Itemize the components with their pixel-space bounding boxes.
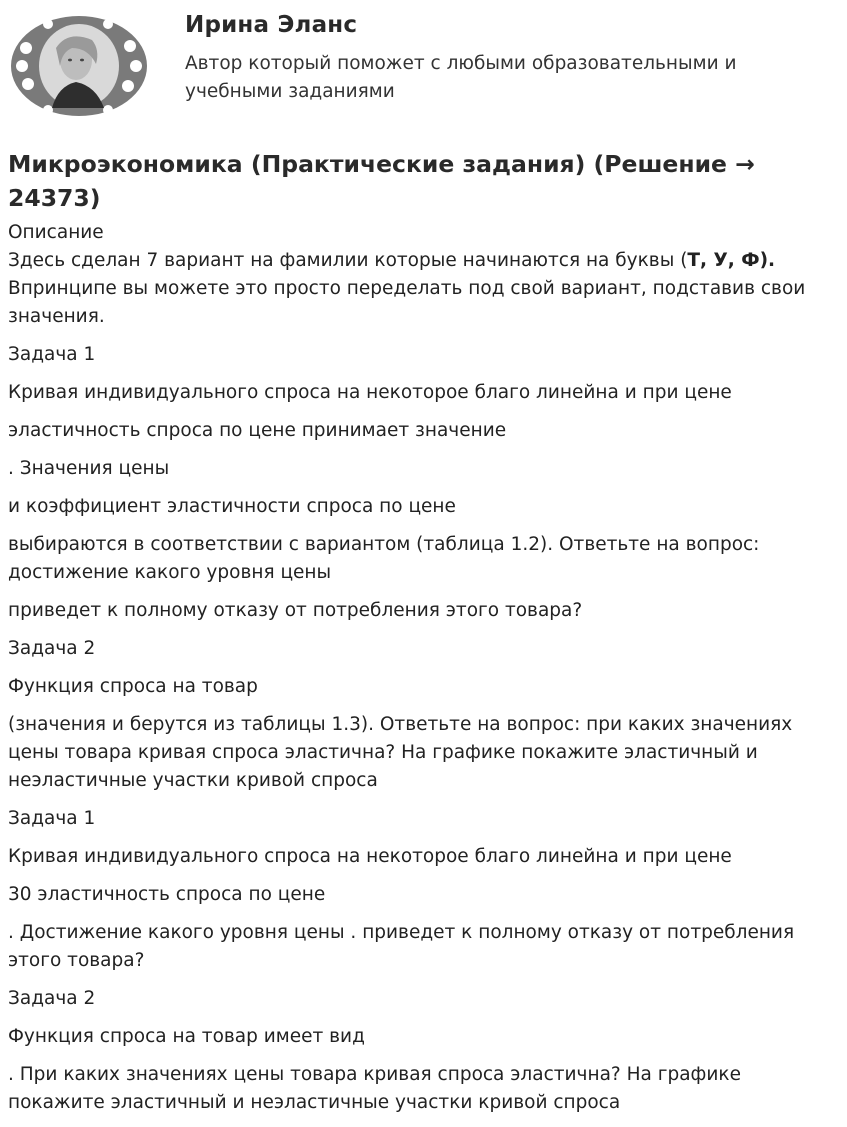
paragraph: выбираются в соответствии с вариантом (таблица 1.2). Ответьте на вопрос: достижение какого уровня цены: [8, 534, 760, 583]
paragraph: приведет к полному отказу от потребления этого товара?: [8, 600, 583, 621]
author-name[interactable]: Ирина Эланс: [185, 12, 358, 38]
paragraph: эластичность спроса по цене принимает значение: [8, 420, 507, 441]
paragraph: Функция спроса на товар: [8, 676, 258, 697]
paragraph: . Значения цены: [8, 458, 170, 479]
main-content: [8, 147, 840, 1127]
author-card: [0, 0, 847, 140]
page-title: Микроэкономика (Практические задания) (Решение → 24373): [8, 150, 755, 212]
task-heading: Задача 2: [8, 638, 96, 659]
description-text: [8, 247, 840, 331]
paragraph: . При каких значениях цены товара кривая спроса эластична? На графике покажите эластичный и неэластичные участки кривой спроса: [8, 1064, 741, 1113]
paragraph: 30 эластичность спроса по цене: [8, 884, 326, 905]
description-label: Описание: [8, 222, 104, 243]
paragraph: Кривая индивидуального спроса на некоторое благо линейна и при цене: [8, 382, 732, 403]
description-text-1: Здесь сделан 7 вариант на фамилии которые начинаются на буквы (: [8, 250, 688, 271]
description-text-2: Впринципе вы можете это просто переделать под свой вариант, подставив свои значения.: [8, 278, 806, 327]
paragraph: Функция спроса на товар имеет вид: [8, 1026, 365, 1047]
task-heading: Задача 1: [8, 344, 96, 365]
paragraph: Кривая индивидуального спроса на некоторое благо линейна и при цене: [8, 846, 732, 867]
task-heading: Задача 2: [8, 988, 96, 1009]
paragraph: . Достижение какого уровня цены . приведет к полному отказу от потребления этого товара?: [8, 922, 795, 971]
author-avatar[interactable]: [8, 8, 150, 126]
task-heading: Задача 1: [8, 808, 96, 829]
description-bold: Т, У, Ф).: [687, 250, 776, 271]
author-description: Автор который поможет с любыми образовательными и учебными заданиями: [185, 53, 737, 102]
paragraph: (значения и берутся из таблицы 1.3). Ответьте на вопрос: при каких значениях цены товара кривая спроса эластична? На графике покажите эластичный и неэластичные участки кривой спроса: [8, 714, 793, 791]
paragraph: и коэффициент эластичности спроса по цене: [8, 496, 456, 517]
